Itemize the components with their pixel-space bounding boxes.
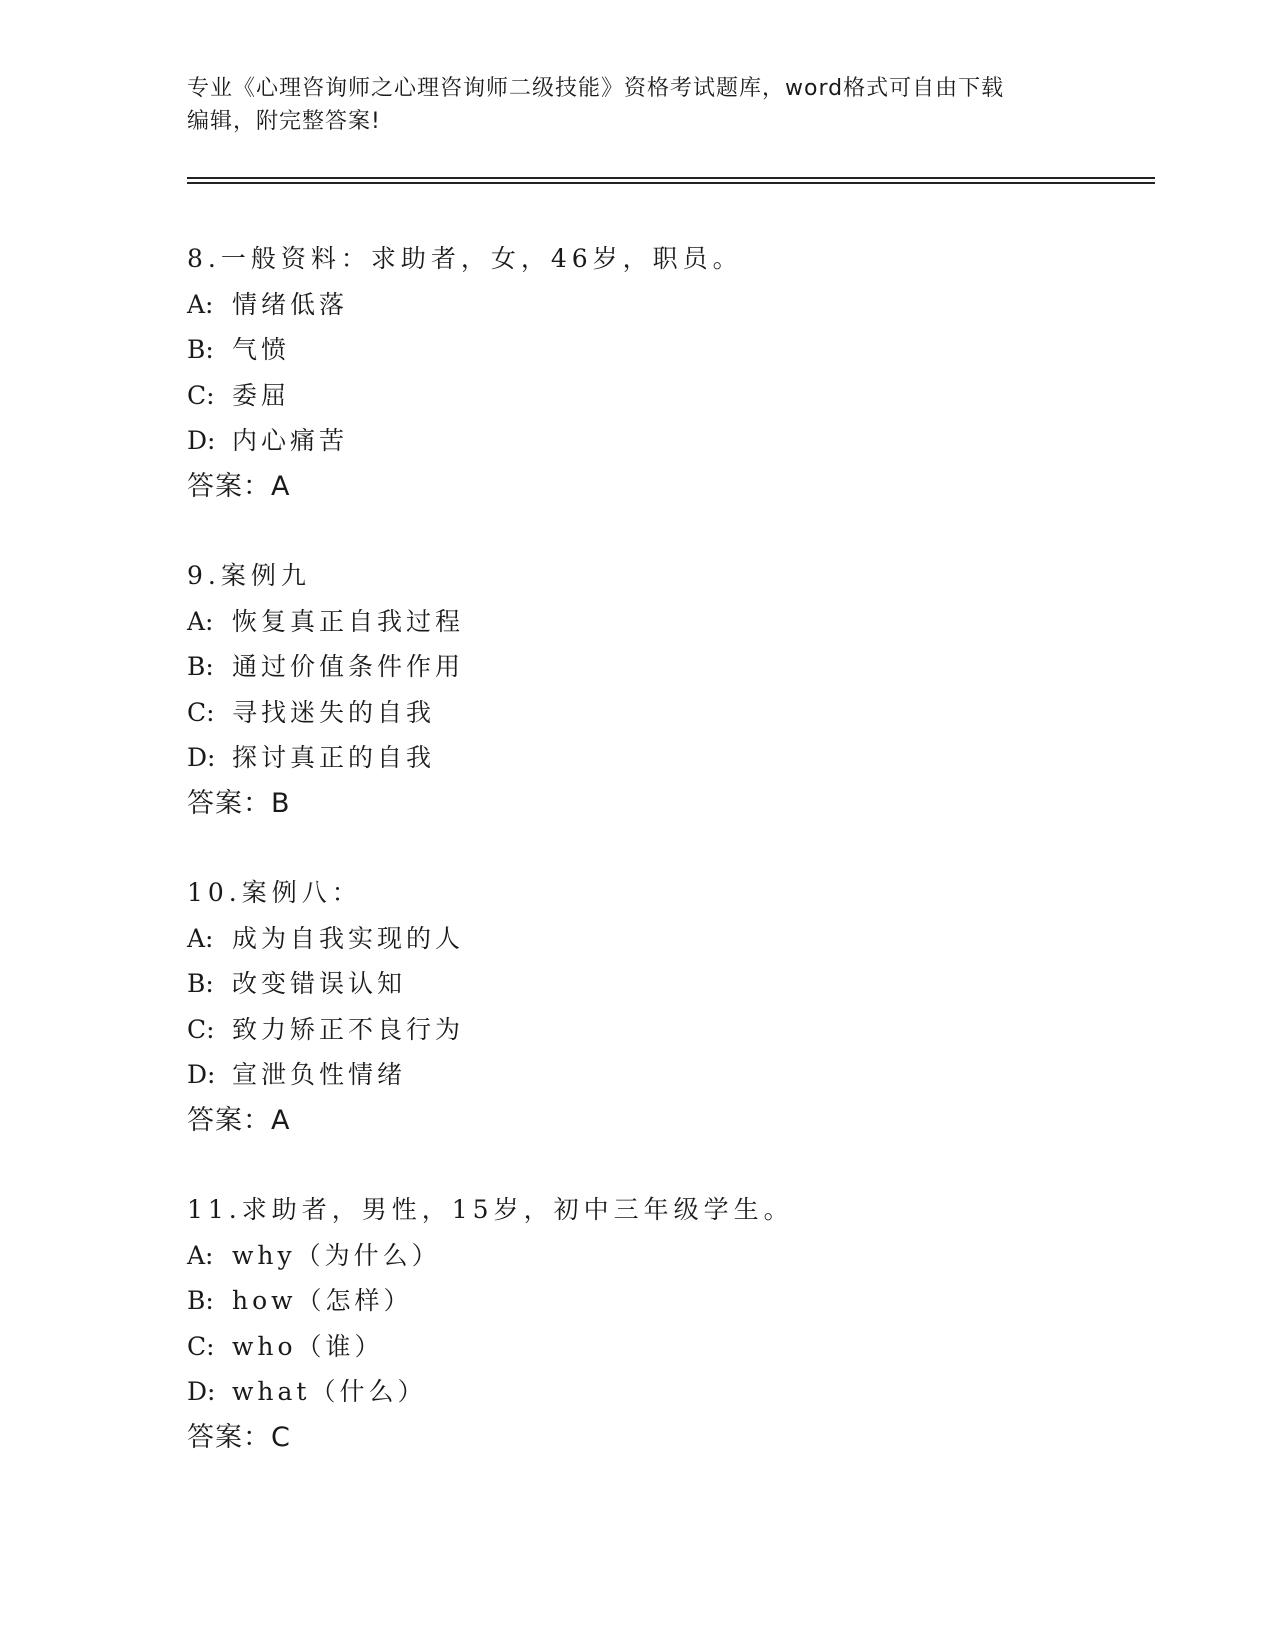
- option-letter: C:: [187, 1331, 215, 1361]
- answer-label: 答案：: [187, 470, 271, 502]
- option-a: [187, 1233, 1147, 1279]
- question-list: [187, 236, 1147, 1504]
- answer-line: [187, 1415, 1147, 1461]
- option-letter: B:: [187, 652, 214, 681]
- option-letter: A:: [187, 606, 214, 636]
- header-line-1: 专业《心理咨询师之心理咨询师二级技能》资格考试题库，word格式可自由下载: [187, 76, 1005, 101]
- question-title: 8.一般资料：求助者，女，46岁，职员。: [187, 244, 743, 273]
- option-letter: A:: [187, 923, 214, 953]
- question-item: [187, 1187, 1147, 1460]
- answer-line: [187, 464, 1147, 510]
- header-divider-top: [187, 177, 1155, 179]
- option-letter: B:: [187, 335, 214, 364]
- question-item: [187, 553, 1147, 826]
- option-a: [187, 599, 1147, 645]
- option-text: 气愤: [232, 335, 291, 364]
- answer-value: A: [271, 1104, 291, 1136]
- answer-value: B: [271, 787, 291, 819]
- answer-value: A: [271, 470, 291, 502]
- answer-label: 答案：: [187, 1421, 271, 1453]
- header-divider-bottom: [187, 182, 1155, 184]
- option-letter: A:: [187, 289, 214, 319]
- answer-value: C: [271, 1421, 291, 1453]
- option-b: [187, 327, 1147, 373]
- option-letter: C:: [187, 1014, 215, 1044]
- option-letter: B:: [187, 1286, 214, 1315]
- option-text: 致力矫正不良行为: [232, 1014, 465, 1044]
- option-text: what（什么）: [232, 1377, 427, 1406]
- option-letter: A:: [187, 1240, 214, 1270]
- option-text: 宣泄负性情绪: [232, 1060, 407, 1089]
- option-letter: D:: [187, 1377, 216, 1406]
- question-title: 11.求助者，男性，15岁，初中三年级学生。: [187, 1195, 794, 1224]
- header-line-2: 编辑，附完整答案!: [187, 109, 381, 134]
- option-c: [187, 1324, 1147, 1370]
- document-header: [187, 72, 1067, 138]
- option-text: 成为自我实现的人: [232, 923, 465, 953]
- option-d: [187, 418, 1147, 464]
- answer-line: [187, 1098, 1147, 1144]
- option-d: [187, 735, 1147, 781]
- option-text: 内心痛苦: [232, 426, 349, 455]
- option-text: 委屈: [232, 380, 291, 410]
- option-c: [187, 373, 1147, 419]
- answer-line: [187, 781, 1147, 827]
- option-text: 恢复真正自我过程: [232, 606, 465, 636]
- option-a: [187, 282, 1147, 328]
- option-text: 寻找迷失的自我: [232, 697, 436, 727]
- option-b: [187, 961, 1147, 1007]
- option-a: [187, 916, 1147, 962]
- option-letter: D:: [187, 426, 216, 455]
- option-text: 探讨真正的自我: [232, 743, 436, 772]
- answer-label: 答案：: [187, 1104, 271, 1136]
- option-letter: C:: [187, 697, 215, 727]
- option-c: [187, 690, 1147, 736]
- question-item: [187, 236, 1147, 509]
- option-d: [187, 1369, 1147, 1415]
- option-d: [187, 1052, 1147, 1098]
- question-title: 9.案例九: [187, 561, 311, 590]
- option-letter: D:: [187, 743, 216, 772]
- option-text: why（为什么）: [232, 1240, 441, 1270]
- option-letter: C:: [187, 380, 215, 410]
- option-text: who（谁）: [232, 1331, 384, 1361]
- question-item: [187, 870, 1147, 1143]
- option-text: 通过价值条件作用: [232, 652, 465, 681]
- option-text: how（怎样）: [232, 1286, 413, 1315]
- option-b: [187, 1278, 1147, 1324]
- option-letter: D:: [187, 1060, 216, 1089]
- option-text: 改变错误认知: [232, 969, 407, 998]
- option-c: [187, 1007, 1147, 1053]
- question-title: 10.案例八：: [187, 878, 362, 907]
- option-letter: B:: [187, 969, 214, 998]
- answer-label: 答案：: [187, 787, 271, 819]
- option-b: [187, 644, 1147, 690]
- option-text: 情绪低落: [232, 289, 349, 319]
